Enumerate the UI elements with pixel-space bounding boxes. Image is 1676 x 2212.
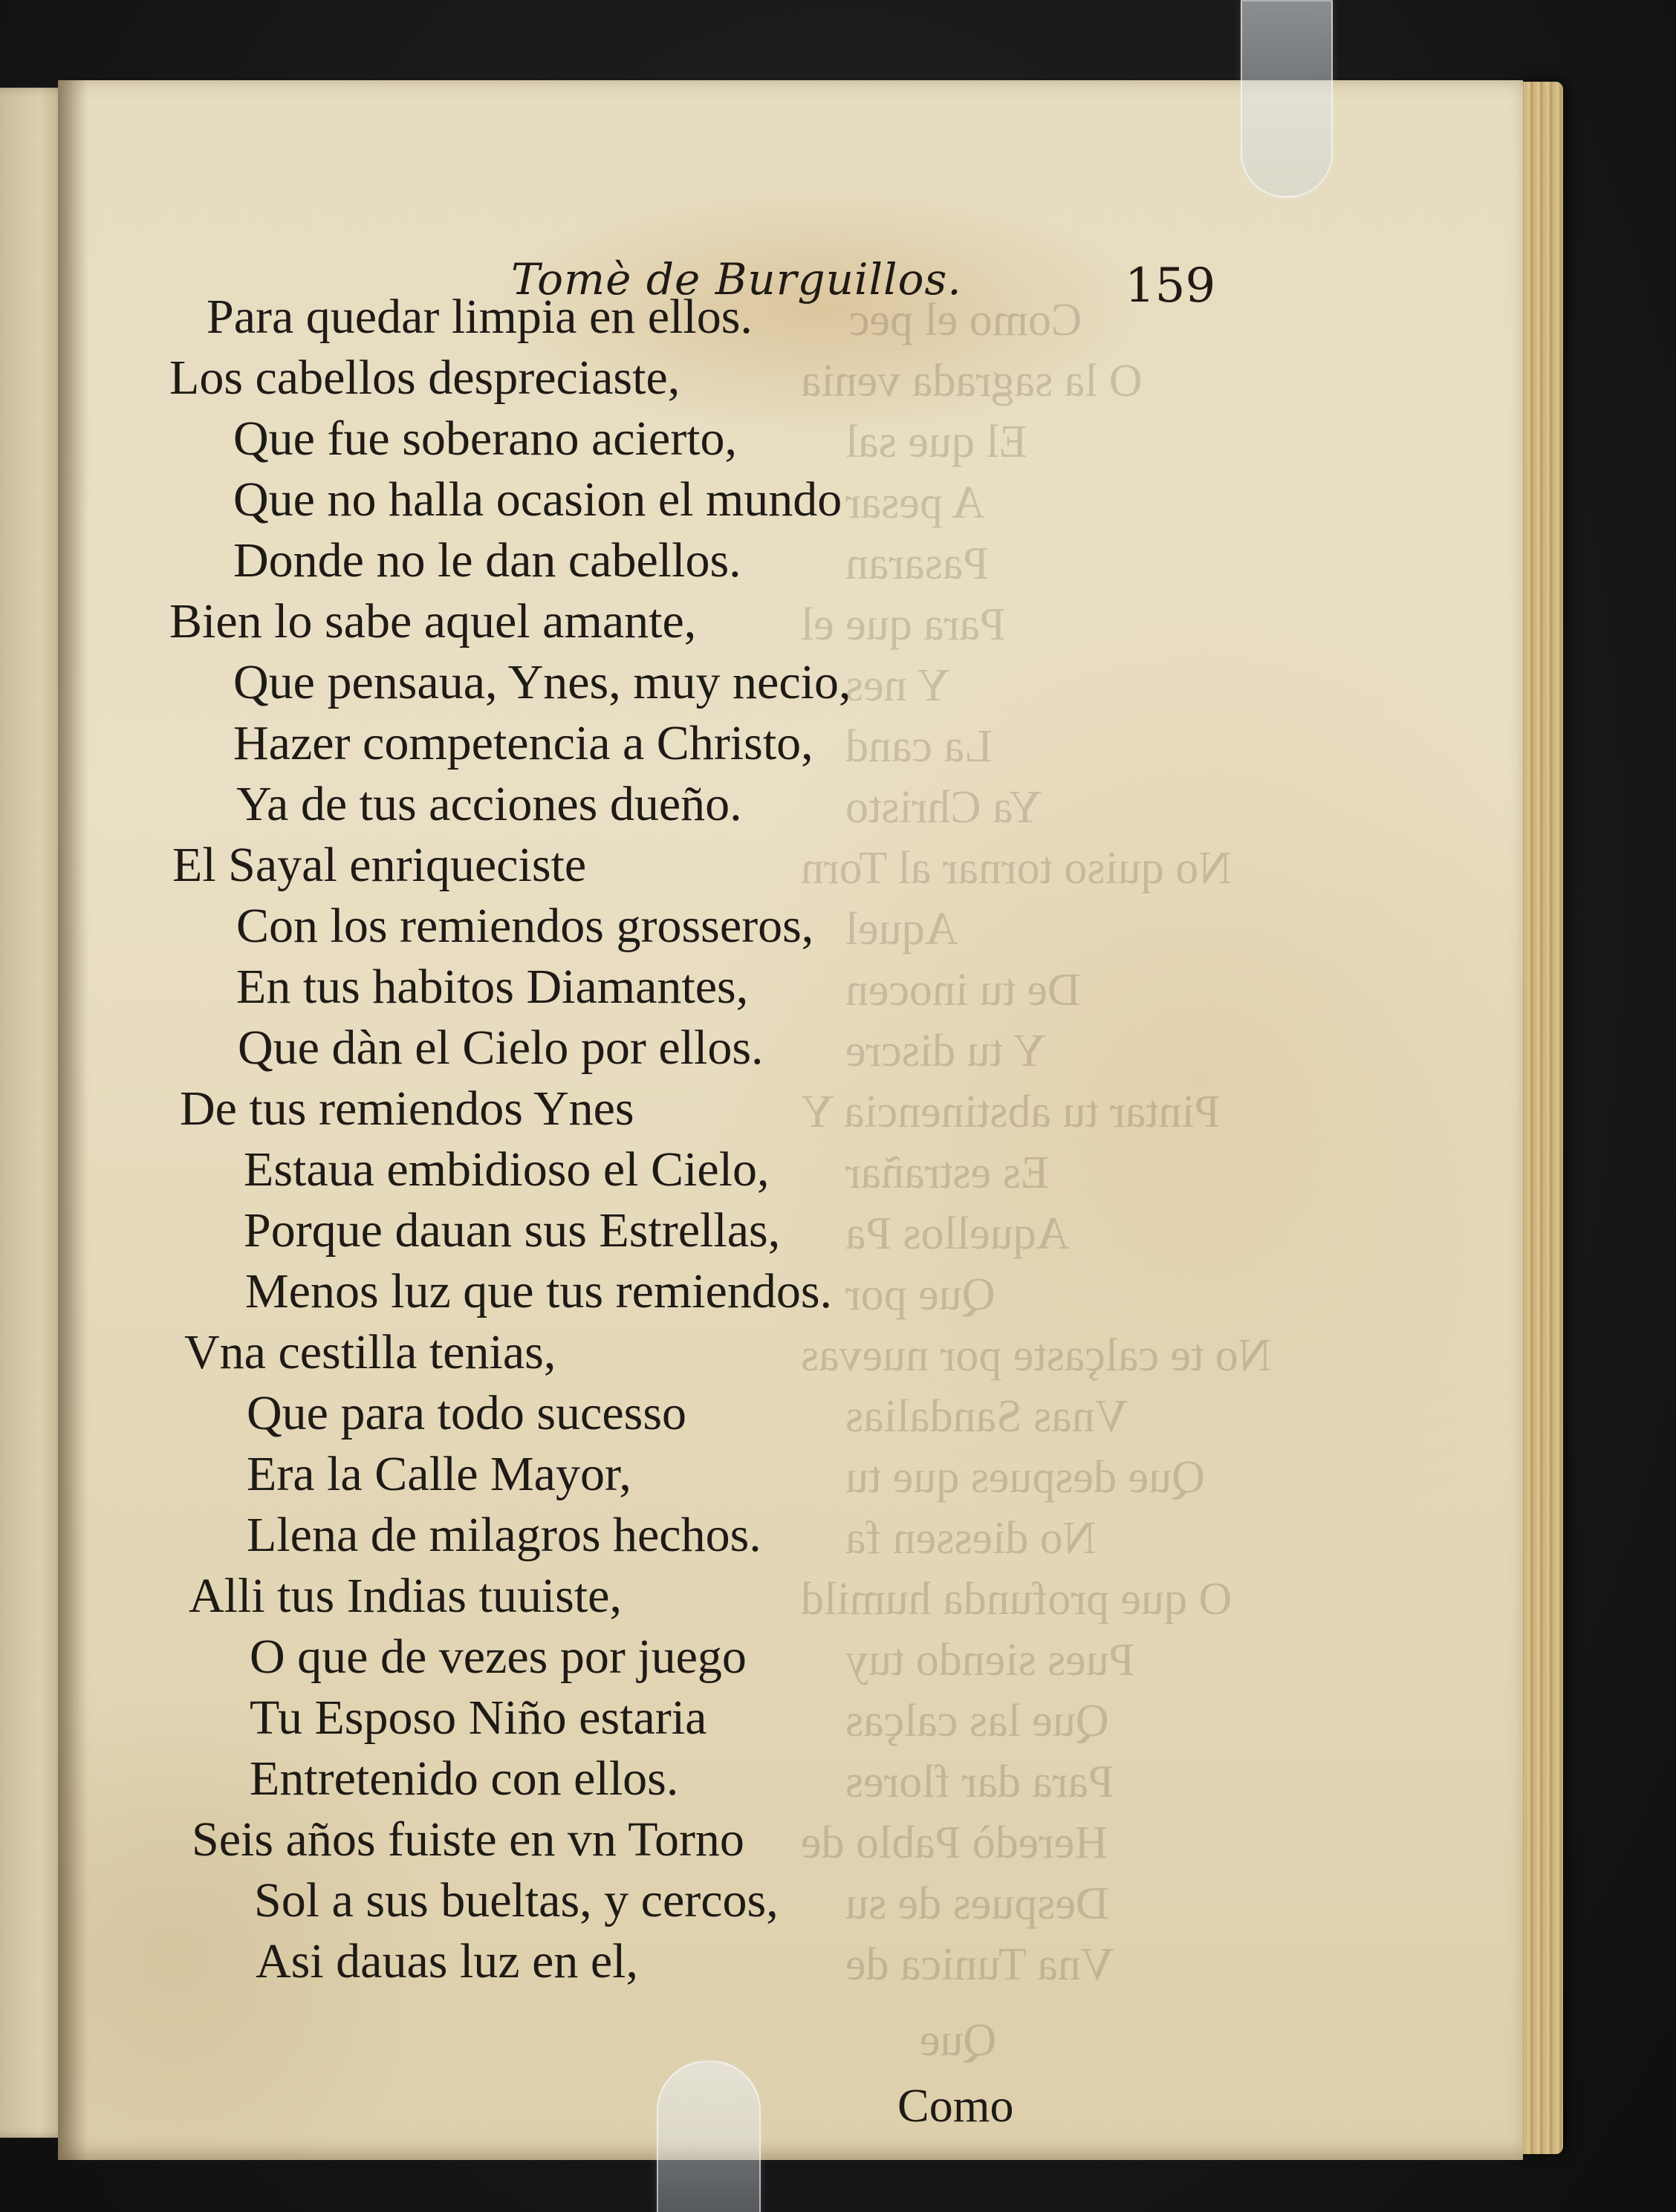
verse-line: Que para todo sucesso bbox=[247, 1386, 687, 1440]
bleed-line: Es estrañar bbox=[845, 1148, 1049, 1198]
bleed-line: Aquellos Pa bbox=[845, 1209, 1070, 1259]
verse-line: Vna cestilla tenias, bbox=[184, 1325, 556, 1379]
bleed-line: A pesar bbox=[845, 478, 985, 528]
verse-line: El Sayal enriqueciste bbox=[172, 838, 587, 892]
bleed-line: Y nes bbox=[845, 660, 950, 711]
bleed-line: Que por bbox=[845, 1269, 995, 1320]
bleed-line: Vna Tunica de bbox=[845, 1939, 1114, 1990]
verse-line: Que fue soberano acierto, bbox=[233, 412, 738, 466]
gutter-shadow bbox=[58, 80, 88, 2160]
bleed-line: De tu inocen bbox=[845, 965, 1081, 1015]
bleed-line: Pues siendo tuy bbox=[845, 1635, 1135, 1685]
running-head: Tomè de Burguillos. bbox=[511, 254, 962, 305]
verse-text bbox=[58, 80, 1523, 2160]
verse-line: Hazer competencia a Christo, bbox=[233, 716, 813, 770]
verse-line: Que no halla ocasion el mundo bbox=[233, 472, 842, 527]
bleed-line: El que sal bbox=[845, 417, 1027, 467]
bleed-line: Despues de su bbox=[845, 1878, 1109, 1929]
verse-line: Que pensaua, Ynes, muy necio, bbox=[233, 655, 851, 709]
verse-line: Sol a sus bueltas, y cercos, bbox=[254, 1873, 779, 1928]
bleed-line: Para que el bbox=[801, 599, 1006, 650]
bleed-line: Para dar flores bbox=[845, 1757, 1114, 1807]
book-page bbox=[58, 80, 1523, 2160]
verse-line: Seis años fuiste en vn Torno bbox=[192, 1812, 744, 1867]
verse-line: Alli tus Indias tuuiste, bbox=[189, 1569, 622, 1623]
verse-line: Estaua embidioso el Cielo, bbox=[244, 1142, 770, 1197]
bleed-line: Y tu discre bbox=[845, 1026, 1046, 1076]
verse-line: Ya de tus acciones dueño. bbox=[236, 777, 742, 831]
bleed-line: Vnas Sandalias bbox=[845, 1391, 1128, 1442]
verse-line: Entretenido con ellos. bbox=[250, 1751, 679, 1806]
bleed-line: Que las calças bbox=[845, 1696, 1109, 1746]
page-clip-top bbox=[1241, 0, 1333, 198]
verse-line: Donde no le dan cabellos. bbox=[233, 533, 741, 588]
bleed-line: Que despues que tu bbox=[845, 1452, 1205, 1503]
verse-line: Los cabellos despreciaste, bbox=[169, 351, 681, 405]
bleed-line: Como el pec bbox=[849, 295, 1082, 345]
bleed-line: Pasaran bbox=[845, 539, 989, 589]
bleed-line: Pintar tu abstinencia Y bbox=[801, 1087, 1221, 1137]
bleed-line: Que bbox=[920, 2015, 997, 2066]
verse-line: Asi dauas luz en el, bbox=[256, 1934, 639, 1988]
bleed-line: No quiso tornar al Torn bbox=[801, 843, 1232, 894]
verse-line: Bien lo sabe aquel amante, bbox=[169, 594, 697, 648]
bleed-line: Heredò Pablo de bbox=[801, 1818, 1108, 1868]
catchword: Como bbox=[897, 2079, 1014, 2132]
page-clip-bottom bbox=[657, 2060, 761, 2212]
verse-line: Para quedar limpia en ellos. bbox=[207, 290, 753, 344]
bleed-line: O la sagrada venia bbox=[801, 356, 1143, 406]
bleed-line: Aquel bbox=[845, 904, 958, 954]
verse-line: De tus remiendos Ynes bbox=[180, 1081, 634, 1136]
verse-line: Llena de milagros hechos. bbox=[247, 1508, 761, 1562]
verse-line: Menos luz que tus remiendos. bbox=[245, 1264, 833, 1318]
bleed-line: No diessen fa bbox=[845, 1513, 1097, 1564]
verse-line: Con los remiendos grosseros, bbox=[236, 899, 814, 953]
bleed-line: La cand bbox=[845, 721, 993, 772]
verse-line: En tus habitos Diamantes, bbox=[236, 960, 749, 1014]
bleed-line: Ya Christo bbox=[845, 782, 1042, 833]
page-number: 159 bbox=[1125, 258, 1216, 313]
verse-line: O que de vezes por juego bbox=[250, 1630, 747, 1684]
bleed-line: O que profunda humild bbox=[801, 1574, 1232, 1624]
bleed-line: No te calçaste por nuevas bbox=[801, 1330, 1272, 1381]
verse-line: Que dàn el Cielo por ellos. bbox=[238, 1021, 764, 1075]
verse-line: Tu Esposo Niño estaria bbox=[250, 1691, 707, 1745]
verse-line: Era la Calle Mayor, bbox=[247, 1447, 631, 1501]
verse-line: Porque dauan sus Estrellas, bbox=[244, 1203, 781, 1258]
